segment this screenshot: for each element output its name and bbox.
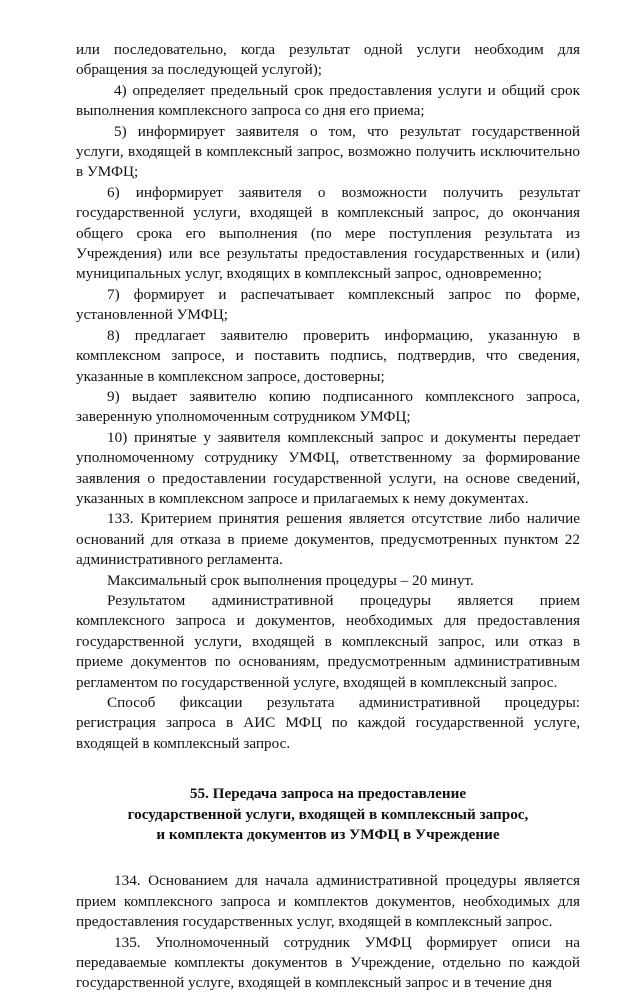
paragraph-max-time: Максимальный срок выполнения процедуры – 20 минут.: [107, 571, 474, 589]
paragraph-item-10: 10) принятые у заявителя комплексный запрос и документы передает уполномоченному сотруднику УМФЦ, ответственному за формирование заявления о предоставлении государственной услуги, на основе сведений, указанных в комплексном запросе и прилагаемых к нему документах.: [76, 428, 580, 507]
paragraph-item-9: 9) выдает заявителю копию подписанного комплексного запроса, заверенную уполномоченным сотрудником УМФЦ;: [76, 387, 580, 426]
paragraph-135: 135. Уполномоченный сотрудник УМФЦ формирует описи на передаваемые комплекты документов в Учреждение, отдельно по каждой государственной услуге, входящей в комплексный запрос и в течение дня: [76, 933, 580, 992]
paragraph-item-6: 6) информирует заявителя о возможности получить результат государственной услуги, входящей в комплексный запрос, до окончания общего срока его выполнения (по мере поступления результата из Учреждения) или все результаты предоставления государственных и (или) муниципальных услуг, входящих в комплексный запрос, одновременно;: [76, 183, 580, 283]
section-heading-line-3: и комплекта документов из УМФЦ в Учреждение: [156, 826, 500, 844]
paragraph-item-4: 4) определяет предельный срок предоставления услуги и общий срок выполнения комплексного запроса со дня его приема;: [76, 81, 580, 120]
section-heading-line-1: 55. Передача запроса на предоставление: [189, 785, 467, 803]
paragraph-continuation: или последовательно, когда результат одной услуги необходим для обращения за последующей услугой);: [76, 41, 580, 79]
document-page: [76, 40, 580, 994]
paragraph-result: Результатом административной процедуры является прием комплексного запроса и документов, необходимых для предоставления государственной услуги, входящей в комплексный запрос, или отказ в приеме документов по основаниям, предусмотренным административным регламентом по государственной услуге, входящей в комплексный запрос.: [76, 591, 580, 691]
paragraph-fixation: Способ фиксации результата административной процедуры: регистрация запроса в АИС МФЦ по каждой государственной услуге, входящей в комплексный запрос.: [76, 694, 580, 752]
paragraph-134: 134. Основанием для начала административной процедуры является прием комплексного запроса и комплектов документов, необходимых для предоставления государственных услуг, входящей в комплексный запрос.: [76, 872, 580, 931]
paragraph-item-7: 7) формирует и распечатывает комплексный запрос по форме, установленной УМФЦ;: [76, 285, 580, 324]
paragraph-133: 133. Критерием принятия решения является отсутствие либо наличие оснований для отказа в приеме документов, предусмотренных пунктом 22 административного регламента.: [76, 510, 580, 569]
section-heading: [76, 784, 580, 845]
paragraph-item-8: 8) предлагает заявителю проверить информацию, указанную в комплексном запросе, и поставить подпись, подтвердив, что сведения, указанные в комплексном запросе, достоверны;: [76, 326, 580, 385]
section-heading-line-2: государственной услуги, входящей в комплексный запрос,: [127, 805, 529, 823]
paragraph-item-5: 5) информирует заявителя о том, что результат государственной услуги, входящей в комплексный запрос, возможно получить исключительно в УМФЦ;: [76, 122, 580, 181]
